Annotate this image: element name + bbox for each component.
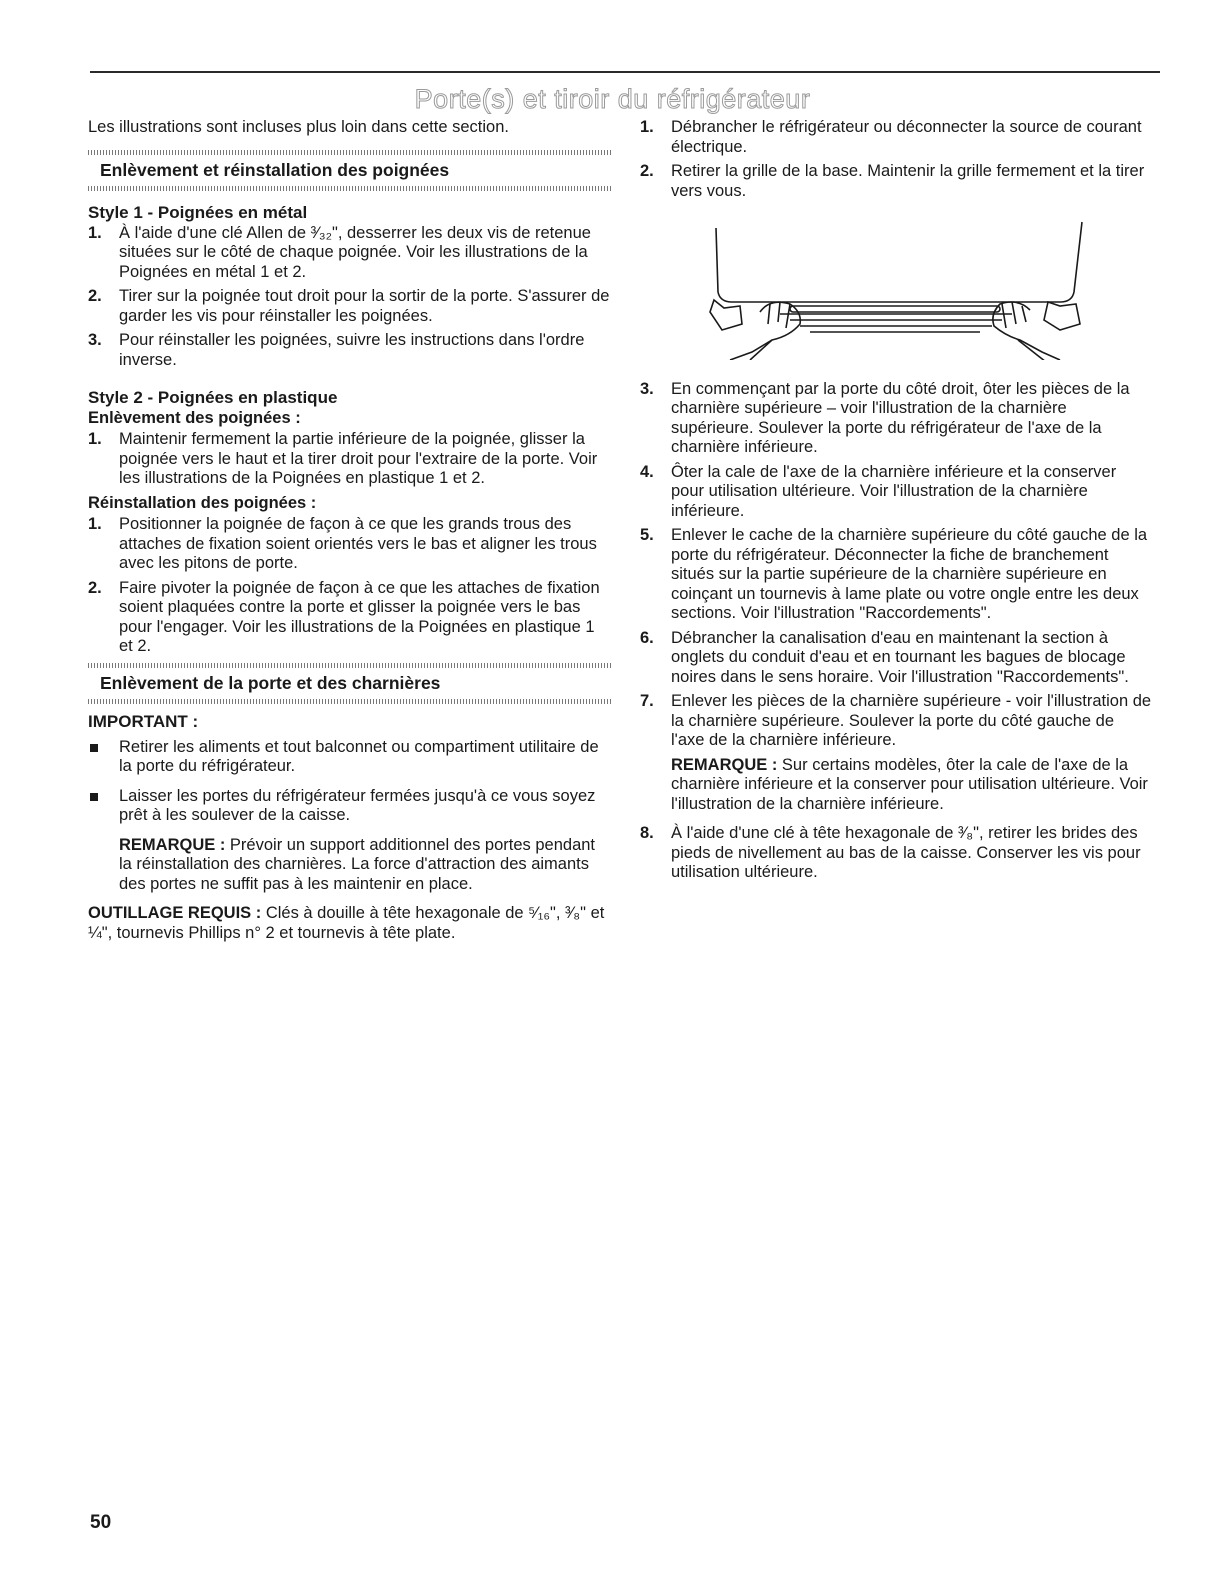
step-text: Maintenir fermement la partie inférieure de la poignée, glisser la poignée vers le haut et la tirer droit pour l'extraire de la porte. Voir les illustrations de la Poignées en plastique 1 et 2. <box>119 430 598 487</box>
step-number: 7. <box>640 692 654 710</box>
list-item <box>88 579 612 657</box>
list-item <box>640 824 1152 883</box>
bullet-item <box>88 787 612 826</box>
list-item <box>640 692 1152 751</box>
bullet-square-icon <box>88 787 119 826</box>
reinstall-heading: Réinstallation des poignées : <box>88 493 317 512</box>
hatch-divider <box>88 186 612 191</box>
section-title-doors: Enlèvement de la porte et des charnières <box>100 672 441 693</box>
step-text: Tirer sur la poignée tout droit pour la sortir de la porte. S'assurer de garder les vis pour réinstaller les poignées. <box>119 287 610 325</box>
list-item <box>88 515 612 574</box>
step-text: Enlever le cache de la charnière supérieure du côté gauche de la porte du réfrigérateur. Déconnecter la fiche de branchement situés sur la partie supérieure de la charnière supérieure en coinçant un tournevis à lame plate ou votre ongle entre les deux sections. Voir l'illustration "Raccordements". <box>671 526 1148 622</box>
note-label: REMARQUE : <box>671 755 778 774</box>
bullet-item <box>88 738 612 777</box>
page-title: Porte(s) et tiroir du réfrigérateur <box>414 84 811 114</box>
important-heading: IMPORTANT : <box>88 712 199 731</box>
step-number: 1. <box>640 118 654 136</box>
style2-heading: Style 2 - Poignées en plastique <box>88 388 338 407</box>
list-item <box>640 526 1152 624</box>
step-text: Retirer la grille de la base. Maintenir la grille fermement et la tirer vers vous. <box>671 162 1145 200</box>
note-label: REMARQUE : <box>119 835 226 854</box>
step-number: 2. <box>88 287 102 305</box>
list-item <box>640 463 1152 522</box>
note-paragraph <box>671 756 1152 815</box>
style1-heading: Style 1 - Poignées en métal <box>88 203 308 222</box>
step-text: En commençant par la porte du côté droit, ôter les pièces de la charnière supérieure – voir l'illustration de la charnière supérieure. Soulever la porte du réfrigérateur de l'axe de la charnière inférieure. <box>671 379 1130 456</box>
step-text: Ôter la cale de l'axe de la charnière inférieure et la conserver pour utilisation ultérieure. Voir l'illustration de la charnière inférieure. <box>671 462 1117 520</box>
list-item <box>640 380 1152 458</box>
step-text: Enlever les pièces de la charnière supérieure - voir l'illustration de la charnière supérieure. Soulever la porte du côté gauche de l'axe de la charnière inférieure. <box>671 692 1152 749</box>
steps-first <box>640 118 1152 201</box>
list-item <box>640 629 1152 688</box>
tools-paragraph <box>88 904 612 943</box>
tools-label: OUTILLAGE REQUIS : <box>88 904 262 922</box>
intro-text: Les illustrations sont incluses plus loin dans cette section. <box>88 118 509 136</box>
step-number: 5. <box>640 526 654 544</box>
section-doors <box>88 663 612 705</box>
step-text: Faire pivoter la poignée de façon à ce que les attaches de fixation soient plaquées contre la porte et glisser la poignée vers le bas pour l'engager. Voir les illustrations de la Poignées en plastique 1 et 2. <box>119 578 600 655</box>
section-handles <box>88 150 612 192</box>
step-text: À l'aide d'une clé Allen de ³⁄₃₂", desserrer les deux vis de retenue situées sur le côté de chaque poignée. Voir les illustrations de la Poignées en métal 1 et 2. <box>119 223 591 281</box>
step-number: 1. <box>88 430 102 448</box>
reinstall-steps <box>88 515 612 657</box>
list-item <box>640 118 1152 157</box>
list-item <box>88 430 612 489</box>
style1-steps <box>88 224 612 371</box>
left-column <box>88 118 612 943</box>
step-text: À l'aide d'une clé à tête hexagonale de ³⁄₈", retirer les brides des pieds de nivellement au bas de la caisse. Conserver les vis pour utilisation ultérieure. <box>671 824 1141 881</box>
step-number: 3. <box>88 331 102 349</box>
list-item <box>88 331 612 370</box>
list-item <box>88 287 612 326</box>
tools-text: Clés à douille à tête hexagonale de ⁵⁄₁₆", ³⁄₈" et ¼", tournevis Phillips n° 2 et tournevis à tête plate. <box>88 904 605 942</box>
steps-third <box>640 824 1152 883</box>
step-text: Débrancher le réfrigérateur ou déconnecter la source de courant électrique. <box>671 118 1142 156</box>
note-text: Sur certains modèles, ôter la cale de l'axe de la charnière inférieure et la conserver pour utilisation ultérieure. Voir l'illustration de la charnière inférieure. <box>671 755 1148 813</box>
step-text: Positionner la poignée de façon à ce que les grands trous des attaches de fixation soient orientés vers le bas et aligner les trous avec les pitons de porte. <box>119 515 597 572</box>
step-number: 6. <box>640 628 654 647</box>
page-number: 50 <box>90 1512 112 1533</box>
note-text: Prévoir un support additionnel des portes pendant la réinstallation des charnières. La force d'attraction des aimants des portes ne suffit pas à les maintenir en place. <box>119 835 596 893</box>
step-number: 4. <box>640 462 654 481</box>
list-item <box>88 224 612 283</box>
step-number: 1. <box>88 223 102 242</box>
list-item <box>640 162 1152 201</box>
removal-heading: Enlèvement des poignées : <box>88 408 301 427</box>
step-text: Pour réinstaller les poignées, suivre les instructions dans l'ordre inverse. <box>119 331 585 369</box>
step-number: 1. <box>88 515 102 533</box>
hatch-divider <box>88 699 612 704</box>
top-rule <box>90 71 1160 73</box>
section-title-handles: Enlèvement et réinstallation des poignées <box>100 159 450 180</box>
right-column <box>640 118 1152 888</box>
step-number: 2. <box>88 578 102 597</box>
steps-second <box>640 380 1152 751</box>
removal-steps <box>88 430 612 489</box>
step-text: Débrancher la canalisation d'eau en maintenant la section à onglets du conduit d'eau et en tournant les bagues de blocage noires dans le sens horaire. Voir l'illustration "Raccordements". <box>671 628 1129 686</box>
step-number: 8. <box>640 824 654 842</box>
note-paragraph <box>119 836 612 895</box>
step-number: 2. <box>640 162 654 180</box>
bullet-square-icon <box>88 738 119 777</box>
base-grille-removal-illustration <box>640 220 1152 360</box>
bullet-text: Laisser les portes du réfrigérateur fermées jusqu'à ce vous soyez prêt à les soulever de la caisse. <box>119 786 596 824</box>
refrigerator-base-drawing <box>710 222 1082 360</box>
step-number: 3. <box>640 379 654 398</box>
bullet-text: Retirer les aliments et tout balconnet ou compartiment utilitaire de la porte du réfrigérateur. <box>119 737 599 775</box>
